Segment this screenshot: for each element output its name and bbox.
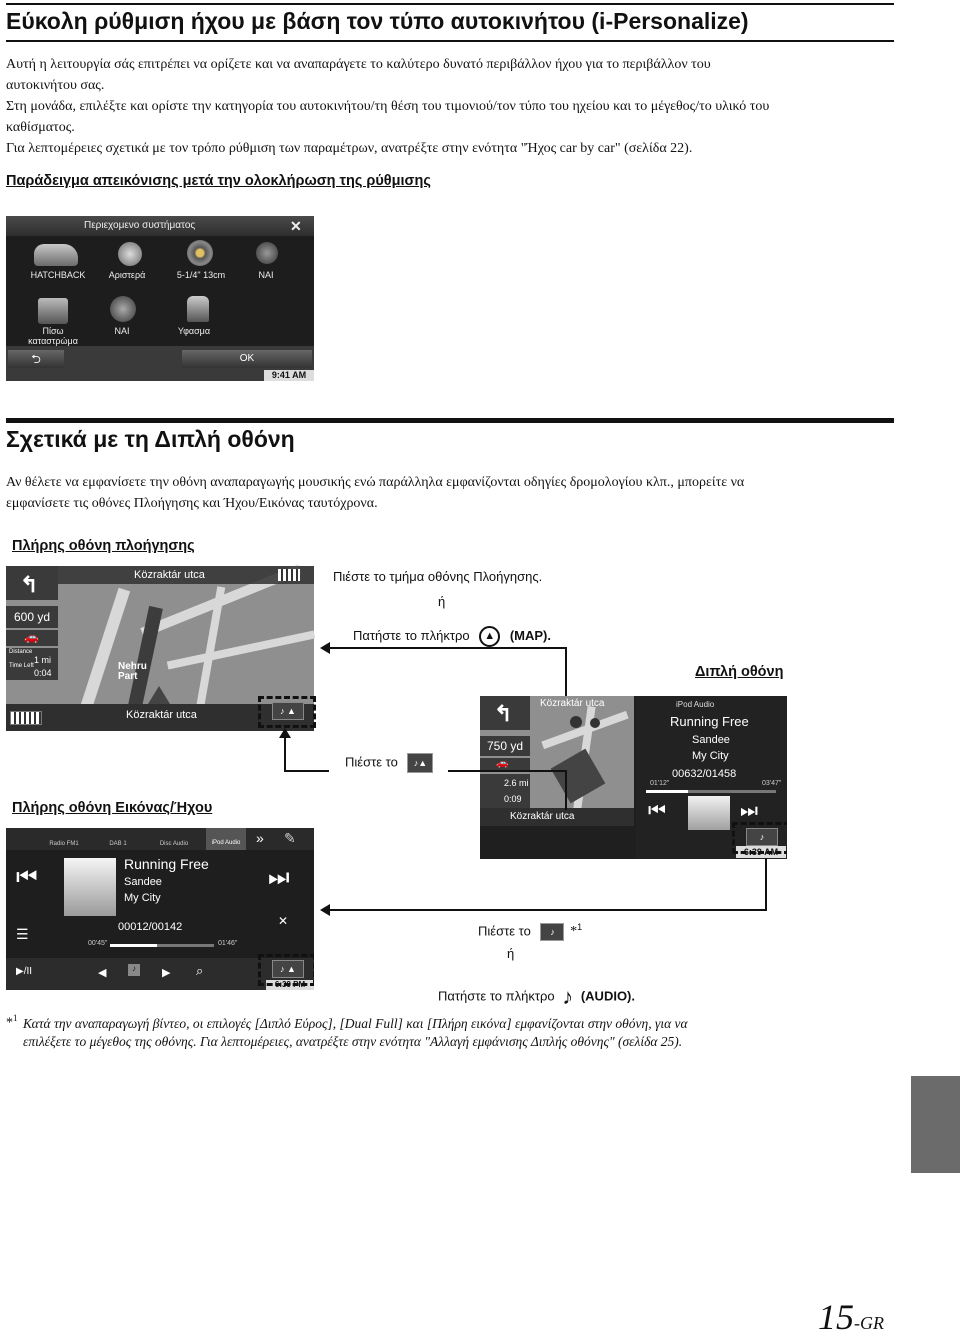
prev-track-icon[interactable]: ⏮ — [648, 800, 666, 822]
elapsed-time: 00'45" — [88, 940, 108, 947]
play-pause-icon[interactable]: ▶/II — [16, 966, 33, 977]
street-name-top: Közraktár utca — [540, 698, 605, 709]
map-key-label: (MAP). — [509, 627, 552, 643]
label-rear-deck[interactable]: Πίσω καταστρώμα — [28, 326, 78, 346]
place-label: Nehru Part — [118, 661, 147, 682]
poi-icon — [590, 718, 600, 728]
instruction-press-nav: Πιέστε το τμήμα οθόνης Πλοήγησης. — [333, 569, 543, 584]
car-lane-icon: 🚗 — [24, 630, 39, 644]
footnote-number: 1 — [577, 922, 583, 932]
arrow-left — [320, 642, 330, 654]
intro-line: Αυτή η λειτουργία σάς επιτρέπει να ορίζετε και να αναπαράγετε το καλύτερο δυνατό περιβάλλον ήχου για το περιβάλλον του — [6, 57, 711, 72]
instruction-audio-key — [438, 984, 635, 1010]
forward-icon[interactable]: ▶ — [162, 967, 171, 979]
rear-deck-icon — [38, 298, 68, 324]
instruction-press — [345, 753, 433, 773]
press-text: Πιέστε το — [345, 754, 398, 770]
audio-full-button[interactable]: ♪ — [746, 828, 778, 846]
map-street — [167, 630, 315, 669]
dual-map-pane[interactable] — [480, 696, 634, 826]
page-title: Εύκολη ρύθμιση ήχου με βάση τον τύπο αυτοκινήτου (i-Personalize) — [6, 8, 749, 34]
total-time: 01'46" — [218, 940, 238, 947]
total-time: 03'47" — [762, 780, 782, 787]
tab-radio[interactable]: Radio FM1 — [49, 841, 79, 847]
connector-line — [565, 770, 567, 810]
source-name: iPod Audio — [676, 700, 715, 709]
dialog-title: Περιεχομενο συστήματος — [84, 220, 196, 231]
label-option2[interactable]: NAI — [114, 326, 130, 336]
instruction-audio-text: Πατήστε το πλήκτρο — [438, 988, 555, 1004]
next-track-icon[interactable]: ⏭ — [740, 800, 758, 822]
footnote-mark: * — [6, 1015, 13, 1031]
car-lane-icon: 🚗 — [496, 758, 509, 769]
lane-info — [6, 630, 58, 646]
intro-line: καθίσματος. — [6, 120, 75, 135]
trip-info — [480, 774, 530, 808]
intro-line: αυτοκινήτου σας. — [6, 78, 105, 93]
artist-name: Sandee — [692, 734, 730, 746]
page-number-value: 15 — [818, 1297, 854, 1337]
turn-arrow-box — [480, 696, 530, 730]
audio-full-button-icon: ♪ — [540, 923, 564, 941]
page-number — [818, 1296, 884, 1338]
dual-screen-label: Διπλή οθόνη — [695, 664, 784, 680]
label-car-type[interactable]: HATCHBACK — [30, 270, 86, 280]
label-option[interactable]: NAI — [258, 270, 274, 280]
dialog-titlebar — [6, 216, 314, 236]
track-counter: 00632/01458 — [672, 768, 737, 780]
instruction-map-key — [353, 626, 551, 647]
more-icon[interactable]: » — [256, 830, 264, 846]
progress-fill — [646, 790, 688, 793]
repeat-icon[interactable]: ♪ — [128, 964, 140, 976]
tab-disc[interactable]: Disc Audio — [159, 841, 189, 847]
section-rule — [6, 418, 894, 423]
dual-screen-button[interactable]: ♪ ▲ — [272, 960, 304, 978]
map-key-icon: ▲ — [479, 626, 500, 647]
title-top-rule — [6, 3, 894, 5]
speaker-icon — [187, 240, 213, 266]
section2-text — [6, 472, 906, 514]
seat-icon — [187, 296, 209, 322]
turn-arrow-box — [6, 566, 58, 600]
side-tab — [911, 1076, 960, 1173]
audio-key-label: (AUDIO). — [580, 988, 636, 1004]
example-heading: Παράδειγμα απεικόνισης μετά την ολοκλήρωση της ρύθμισης — [6, 173, 431, 189]
turn-left-icon: ↰ — [20, 572, 39, 597]
poi-icon — [570, 716, 582, 728]
settings-screenshot — [6, 216, 314, 381]
dist-label: Distance — [9, 649, 33, 655]
track-counter: 00012/00142 — [118, 921, 183, 933]
list-icon[interactable]: ☰ — [16, 926, 29, 942]
clock: 6:39 PM — [266, 980, 314, 990]
title-bottom-rule — [6, 40, 894, 42]
section2-line: Αν θέλετε να εμφανίσετε την οθόνη αναπαραγωγής μουσικής ενώ παράλληλα εμφανίζονται οδηγίες δρομολογίου κλπ., μπορείτε να — [6, 475, 745, 490]
album-name: My City — [124, 892, 161, 904]
menu-icon[interactable] — [10, 711, 42, 725]
label-seat[interactable]: Υφασμα — [177, 326, 211, 336]
search-icon[interactable]: ⌕ — [196, 963, 204, 978]
steering-wheel-icon — [118, 242, 142, 266]
intro-line: Στη μονάδα, επιλέξτε και ορίστε την κατηγορία του αυτοκινήτου/τη θέση του τιμονιού/τον τύπο του ηχείου και το μέγεθος/το υλικό του — [6, 99, 770, 114]
page-number-suffix: -GR — [854, 1313, 884, 1333]
footnote-line: επιλέξετε το μέγεθος της οθόνης. Για λεπτομέρειες, ανατρέξτε στην ενότητα "Αλλαγή εμφάνισης Διπλής οθόνης" (σελίδα 25). — [23, 1034, 683, 1049]
footnote-marker — [6, 1013, 18, 1032]
dual-screenshot — [480, 696, 787, 859]
time-label: Time Left — [9, 663, 34, 669]
turn-left-icon: ↰ — [494, 701, 513, 726]
rewind-icon[interactable]: ◀ — [98, 967, 107, 979]
clock: 6:39 AM — [736, 846, 786, 858]
elapsed-time: 01'12" — [650, 780, 670, 787]
or-text: ή — [438, 594, 446, 609]
settings-icon[interactable]: ✎ — [284, 830, 296, 846]
settings-dialog — [6, 216, 314, 346]
song-title: Running Free — [670, 714, 749, 729]
instruction-map-text: Πατήστε το πλήκτρο — [353, 627, 470, 643]
back-button[interactable]: ⮌ — [8, 350, 64, 368]
time-value: 0:09 — [504, 794, 522, 804]
street-name-bottom: Közraktár utca — [510, 811, 575, 822]
progress-bar[interactable] — [646, 790, 776, 793]
label-speaker[interactable]: 5-1/4" 13cm — [176, 270, 226, 280]
song-title: Running Free — [124, 856, 209, 872]
audio-full-screenshot[interactable] — [6, 828, 314, 990]
progress-bar[interactable] — [110, 944, 214, 947]
grid-menu-icon[interactable] — [278, 569, 300, 581]
connector-line — [330, 909, 767, 911]
artist-name: Sandee — [124, 876, 162, 888]
dist-value: 1 mi — [34, 655, 52, 665]
instruction-press-audio — [478, 922, 582, 941]
tab-ipod[interactable]: iPod Audio — [206, 828, 246, 850]
option-icon — [110, 296, 136, 322]
street-name-bottom: Közraktár utca — [126, 709, 197, 721]
ok-button[interactable]: OK — [182, 350, 312, 368]
close-icon[interactable]: ✕ — [278, 914, 289, 928]
trip-info — [6, 648, 58, 680]
audio-key-icon: ♪ — [562, 984, 574, 1009]
album-name: My City — [692, 750, 729, 762]
intro-line: Για λεπτομέρειες σχετικά με τον τρόπο ρύθμιση των παραμέτρων, ανατρέξτε στην ενότητα "Ήχος car by car" (σελίδα 22). — [6, 141, 693, 156]
nav-bottombar — [480, 808, 634, 826]
source-tabs — [6, 828, 314, 850]
clock: 9:41 AM — [264, 370, 314, 381]
footnote-line: Κατά την αναπαραγωγή βίντεο, οι επιλογές [Διπλό Εύρος], [Dual Full] και [Πλήρη εικόνα] εμφανίζονται στην οθόνη, για να — [23, 1016, 688, 1031]
press-text: Πιέστε το — [478, 923, 531, 939]
album-art — [64, 858, 116, 916]
connector-line — [765, 858, 767, 910]
footnote-mark: * — [570, 924, 578, 940]
section2-title: Σχετικά με τη Διπλή οθόνη — [6, 426, 295, 452]
time-value: 0:04 — [34, 668, 52, 678]
connector-line — [330, 647, 566, 649]
footnote-number: 1 — [13, 1013, 18, 1023]
footnote-text — [23, 1015, 903, 1051]
dual-screen-button-icon: ♪▲ — [407, 753, 433, 773]
next-track-icon[interactable]: ⏭ — [268, 864, 290, 891]
connector-line — [448, 770, 565, 772]
close-icon[interactable]: ✕ — [290, 218, 302, 234]
arrow-up — [279, 728, 291, 738]
nav-full-screenshot[interactable] — [6, 566, 314, 731]
label-steering[interactable]: Αριστερά — [108, 270, 146, 280]
dual-screen-button[interactable]: ♪ ▲ — [272, 702, 304, 720]
section2-line: εμφανίσετε τις οθόνες Πλοήγησης και Ήχου/Εικόνας ταυτόχρονα. — [6, 496, 378, 511]
album-art — [688, 796, 730, 830]
intro-text — [6, 54, 906, 159]
progress-fill — [110, 944, 157, 947]
arrow-left — [320, 904, 330, 916]
option-icon — [256, 242, 278, 264]
distance-readout: 600 yd — [6, 606, 58, 628]
tab-dab[interactable]: DAB 1 — [109, 841, 127, 847]
nav-full-label: Πλήρης οθόνη πλοήγησης — [12, 538, 195, 554]
audio-full-label: Πλήρης οθόνη Εικόνας/Ήχου — [12, 800, 213, 816]
distance-readout: 750 yd — [480, 736, 530, 756]
connector-line — [284, 770, 329, 772]
car-icon — [34, 244, 78, 266]
or-text: ή — [507, 946, 515, 961]
prev-track-icon[interactable]: ⏮ — [16, 864, 38, 891]
dist-value: 2.6 mi — [504, 778, 529, 788]
street-name-top: Közraktár utca — [134, 569, 205, 581]
position-marker-icon — [148, 686, 170, 704]
route-line — [551, 749, 606, 804]
